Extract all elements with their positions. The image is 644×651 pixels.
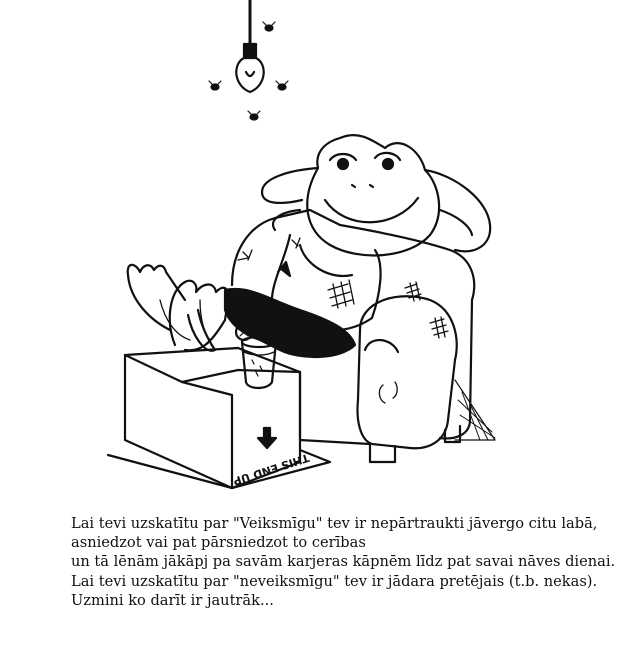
arrow-down-icon: [258, 428, 276, 448]
frog-head: [307, 135, 439, 255]
caption-line-2: asniedzot vai pat pārsniedzot to cerības: [71, 534, 366, 552]
light-bulb-icon: [236, 0, 263, 92]
box-label: THIS END UP: [231, 450, 311, 488]
caption-line-4: Lai tevi uzskatītu par "neveiksmīgu" tev ir jādara pretējais (t.b. nekas).: [71, 572, 598, 590]
frog-feet: [128, 265, 185, 330]
caption-line-5: Uzmini ko darīt ir jautrāk...: [71, 591, 274, 609]
drink-glass: [242, 342, 276, 388]
caption-line-3: un tā lēnām jākāpj pa savām karjeras kāpnēm līdz pat savai nāves dienai.: [71, 553, 616, 571]
caption: [71, 514, 631, 610]
caption-line-1: Lai tevi uzskatītu par "Veiksmīgu" tev ir nepārtraukti jāvergo citu labā,: [71, 515, 598, 532]
